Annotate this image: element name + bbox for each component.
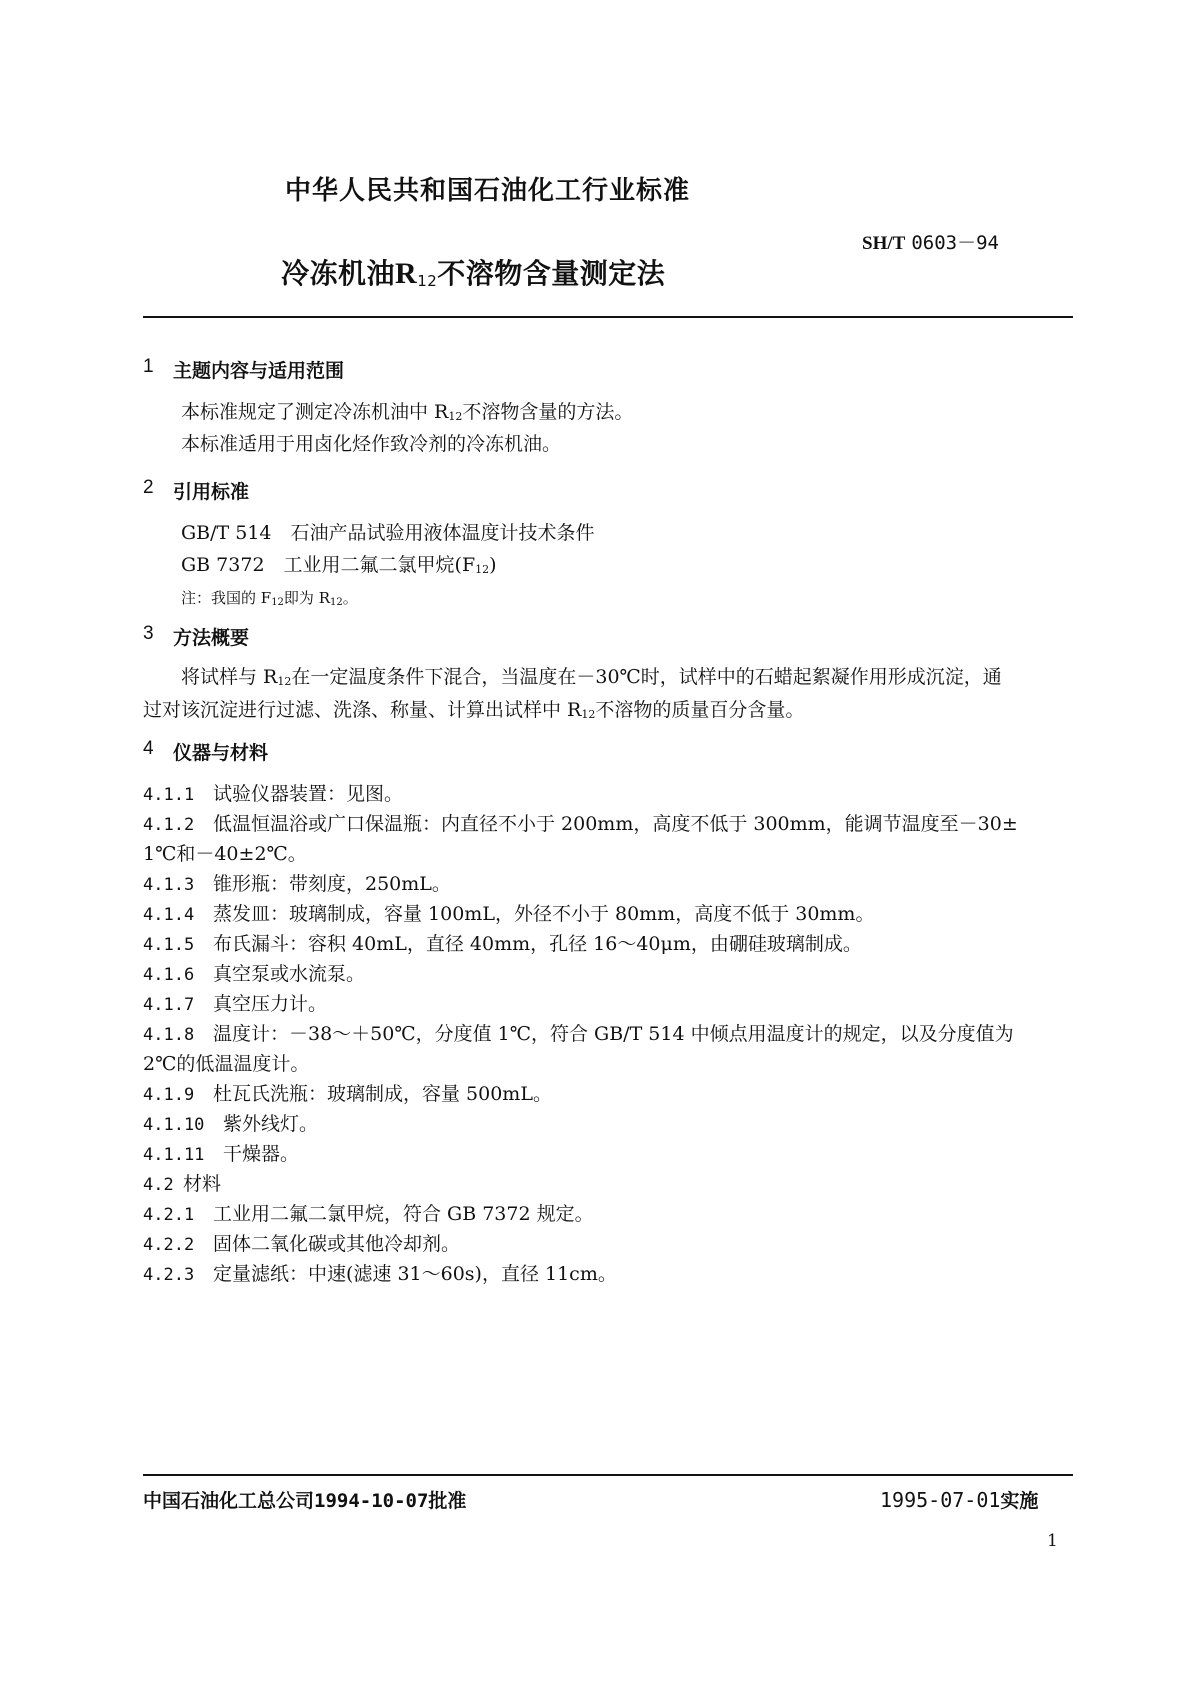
standard-code bbox=[862, 228, 999, 255]
item-number: 4.1.8 bbox=[143, 1025, 195, 1045]
para-subscript: 12 bbox=[277, 675, 292, 688]
list-item-continuation bbox=[143, 1049, 309, 1076]
item-text: 真空泵或水流泵。 bbox=[213, 963, 366, 985]
section-number: 1 bbox=[143, 356, 154, 377]
item-text: 干燥器。 bbox=[223, 1143, 300, 1165]
list-item bbox=[143, 989, 327, 1016]
title-part-1: 冷冻机油 bbox=[281, 257, 396, 290]
ref-text: ) bbox=[489, 554, 497, 576]
item-text: 紫外线灯。 bbox=[223, 1113, 319, 1135]
list-item bbox=[143, 929, 862, 956]
item-text: 1℃和－40±2℃。 bbox=[143, 843, 307, 865]
section-4-heading bbox=[143, 738, 543, 762]
section-1-heading bbox=[143, 356, 543, 380]
item-number: 4.1.11 bbox=[143, 1145, 205, 1165]
ref-subscript: 12 bbox=[475, 563, 490, 576]
item-text: 布氏漏斗：容积 40mL，直径 40mm，孔径 16～40μm，由硼硅玻璃制成。 bbox=[213, 933, 862, 955]
item-text: 工业用二氟二氯甲烷，符合 GB 7372 规定。 bbox=[213, 1203, 594, 1225]
item-number: 4.1.2 bbox=[143, 815, 195, 835]
item-number: 4.2 bbox=[143, 1175, 174, 1195]
title-subscript: 12 bbox=[417, 272, 438, 290]
item-number: 4.1.6 bbox=[143, 965, 195, 985]
page-number: 1 bbox=[1047, 1531, 1058, 1551]
section-3-heading bbox=[143, 623, 543, 647]
item-text: 锥形瓶：带刻度，250mL。 bbox=[213, 873, 451, 895]
item-number: 4.1.7 bbox=[143, 995, 195, 1015]
list-item bbox=[143, 869, 451, 896]
section-number: 3 bbox=[143, 623, 154, 644]
effective-label: 实施 bbox=[1000, 1490, 1039, 1512]
para-text: 将试样与 R bbox=[181, 666, 278, 688]
title-part-2: 不溶物含量测定法 bbox=[437, 257, 666, 290]
item-number: 4.1.5 bbox=[143, 935, 195, 955]
para-text: 不溶物含量的方法。 bbox=[462, 401, 634, 423]
item-number: 4.1.4 bbox=[143, 905, 195, 925]
para-subscript: 12 bbox=[581, 708, 596, 721]
section-3-line-2 bbox=[143, 694, 804, 731]
list-item bbox=[143, 809, 1018, 836]
item-number: 4.1.10 bbox=[143, 1115, 205, 1135]
para-text: 本标准规定了测定冷冻机油中 R bbox=[181, 401, 449, 423]
note-subscript: 12 bbox=[329, 597, 343, 608]
item-text: 蒸发皿：玻璃制成，容量 100mL，外径不小于 80mm，高度不低于 30mm。 bbox=[213, 903, 875, 925]
standard-code-prefix: SH/T bbox=[862, 233, 906, 254]
header-rule bbox=[143, 316, 1073, 318]
document-title bbox=[281, 252, 665, 292]
list-item bbox=[143, 1229, 460, 1256]
para-text: 不溶物的质量百分含量。 bbox=[595, 699, 805, 721]
section-title: 主题内容与适用范围 bbox=[173, 360, 345, 382]
approval-date: 1994-10-07 bbox=[314, 1490, 429, 1512]
issuer: 中国石油化工总公司 bbox=[143, 1490, 315, 1512]
effective-date: 1995-07-01 bbox=[880, 1488, 1001, 1512]
reference-gb-7372 bbox=[181, 549, 497, 586]
note-text: 。 bbox=[342, 589, 358, 607]
list-item-continuation bbox=[143, 839, 307, 866]
section-title: 仪器与材料 bbox=[173, 742, 269, 764]
section-title: 引用标准 bbox=[173, 481, 250, 503]
effective-line bbox=[880, 1486, 1038, 1513]
list-item bbox=[143, 1139, 299, 1166]
note-text: 即为 R bbox=[283, 589, 330, 607]
section-3-line-1 bbox=[181, 661, 1002, 698]
item-text: 固体二氧化碳或其他冷却剂。 bbox=[213, 1233, 461, 1255]
list-item bbox=[143, 899, 874, 926]
list-item bbox=[143, 1199, 594, 1226]
para-subscript: 12 bbox=[448, 410, 463, 423]
section-1-para-2: 本标准适用于用卤化烃作致冷剂的冷冻机油。 bbox=[181, 433, 562, 455]
item-text: 温度计：－38～＋50℃，分度值 1℃，符合 GB/T 514 中倾点用温度计的规定，以及分度值为 bbox=[213, 1023, 1014, 1045]
note-text: 注：我国的 F bbox=[181, 589, 272, 607]
standard-code-number: 0603－94 bbox=[911, 232, 999, 254]
issuing-organization: 中华人民共和国石油化工行业标准 bbox=[285, 176, 691, 206]
item-number: 4.1.1 bbox=[143, 785, 195, 805]
section-title: 方法概要 bbox=[173, 627, 250, 649]
item-number: 4.2.1 bbox=[143, 1205, 195, 1225]
list-item bbox=[143, 1109, 318, 1136]
list-item bbox=[143, 1259, 617, 1286]
item-number: 4.1.3 bbox=[143, 875, 195, 895]
list-item bbox=[143, 1079, 552, 1106]
list-item bbox=[143, 1019, 1014, 1046]
approval-label: 批准 bbox=[428, 1490, 467, 1512]
ref-text: GB 7372 工业用二氟二氯甲烷(F bbox=[181, 554, 476, 576]
reference-note bbox=[181, 587, 358, 608]
title-r: R bbox=[395, 257, 418, 290]
item-number: 4.2.3 bbox=[143, 1265, 195, 1285]
item-text: 定量滤纸：中速(滤速 31～60s)，直径 11cm。 bbox=[213, 1263, 617, 1285]
item-text: 低温恒温浴或广口保温瓶：内直径不小于 200mm，高度不低于 300mm，能调节温度至－30± bbox=[213, 813, 1018, 835]
item-text: 真空压力计。 bbox=[213, 993, 328, 1015]
item-number: 4.1.9 bbox=[143, 1085, 195, 1105]
item-text: 材料 bbox=[183, 1173, 222, 1195]
section-2-heading bbox=[143, 477, 543, 501]
section-number: 4 bbox=[143, 738, 154, 759]
list-item bbox=[143, 779, 403, 806]
subsection-heading bbox=[143, 1169, 221, 1196]
para-text: 过对该沉淀进行过滤、洗涤、称量、计算出试样中 R bbox=[143, 699, 582, 721]
item-text: 试验仪器装置：见图。 bbox=[213, 783, 404, 805]
footer-rule bbox=[143, 1474, 1073, 1476]
para-text: 在一定温度条件下混合，当温度在－30℃时，试样中的石蜡起絮凝作用形成沉淀，通 bbox=[291, 666, 1002, 688]
reference-gbt-514: GB/T 514 石油产品试验用液体温度计技术条件 bbox=[181, 522, 595, 544]
item-number: 4.2.2 bbox=[143, 1235, 195, 1255]
item-text: 杜瓦氏洗瓶：玻璃制成，容量 500mL。 bbox=[213, 1083, 552, 1105]
approval-line bbox=[143, 1486, 466, 1513]
section-number: 2 bbox=[143, 477, 154, 498]
list-item bbox=[143, 959, 365, 986]
note-subscript: 12 bbox=[271, 597, 284, 608]
item-text: 2℃的低温温度计。 bbox=[143, 1053, 310, 1075]
